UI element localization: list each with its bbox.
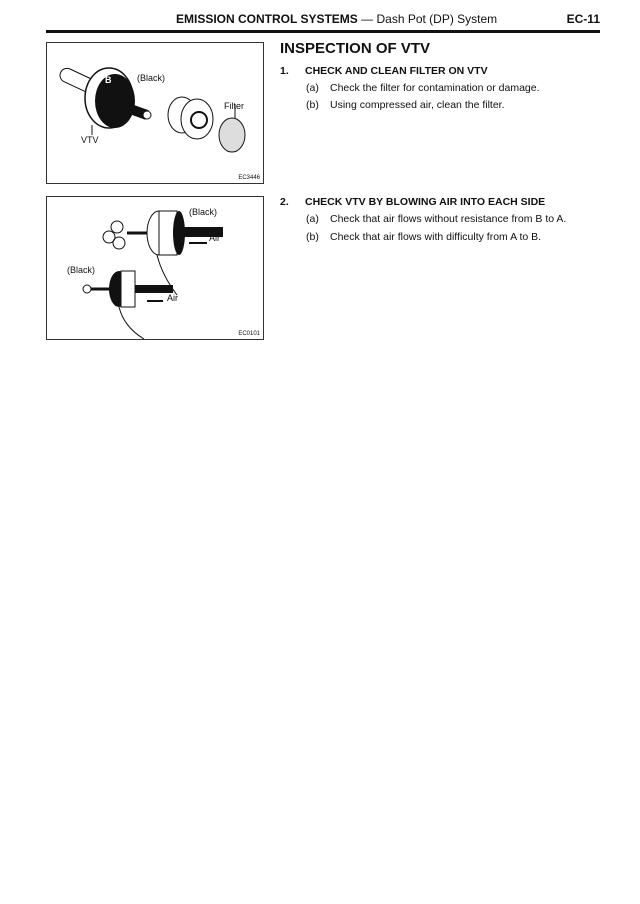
header-subsection: Dash Pot (DP) System	[376, 12, 498, 26]
item-text: Using compressed air, clean the filter.	[330, 99, 505, 111]
label-black-top: (Black)	[189, 207, 218, 217]
step-1b	[306, 99, 505, 111]
step-text: CHECK VTV BY BLOWING AIR INTO EACH SIDE	[305, 196, 546, 208]
figure-code: EC3446	[238, 175, 260, 181]
item-letter: (a)	[306, 82, 319, 94]
vtv-filter-illustration	[47, 43, 263, 183]
step-text: CHECK AND CLEAN FILTER ON VTV	[305, 65, 488, 77]
figure-vtv-blow	[46, 196, 264, 340]
step-2-heading	[280, 196, 545, 208]
header-section: EMISSION CONTROL SYSTEMS	[176, 12, 358, 26]
step-number: 1.	[280, 65, 289, 77]
label-vtv: VTV	[81, 135, 99, 145]
step-2a	[306, 213, 566, 225]
item-text: Check the filter for contamination or damage.	[330, 82, 540, 94]
label-black: (Black)	[137, 73, 166, 83]
header-sep: —	[357, 12, 377, 26]
item-letter: (b)	[306, 99, 319, 111]
page-header	[46, 8, 600, 33]
label-air-bottom: Air	[167, 293, 178, 303]
item-text: Check that air flows without resistance from B to A.	[330, 213, 567, 225]
figure-vtv-filter	[46, 42, 264, 184]
step-number: 2.	[280, 196, 289, 208]
step-1-heading	[280, 65, 488, 77]
figure-code: EC0101	[238, 331, 260, 337]
label-air-top: Air	[209, 233, 220, 243]
item-letter: (a)	[306, 213, 319, 225]
label-b: B	[105, 75, 112, 85]
step-1a	[306, 82, 540, 94]
section-title: INSPECTION OF VTV	[280, 40, 431, 57]
step-2b	[306, 231, 541, 243]
label-filter: Filter	[224, 101, 244, 111]
item-text: Check that air flows with difficulty from A to B.	[330, 231, 542, 243]
label-black-bottom: (Black)	[67, 265, 96, 275]
page-number: EC-11	[566, 12, 600, 26]
item-letter: (b)	[306, 231, 319, 243]
